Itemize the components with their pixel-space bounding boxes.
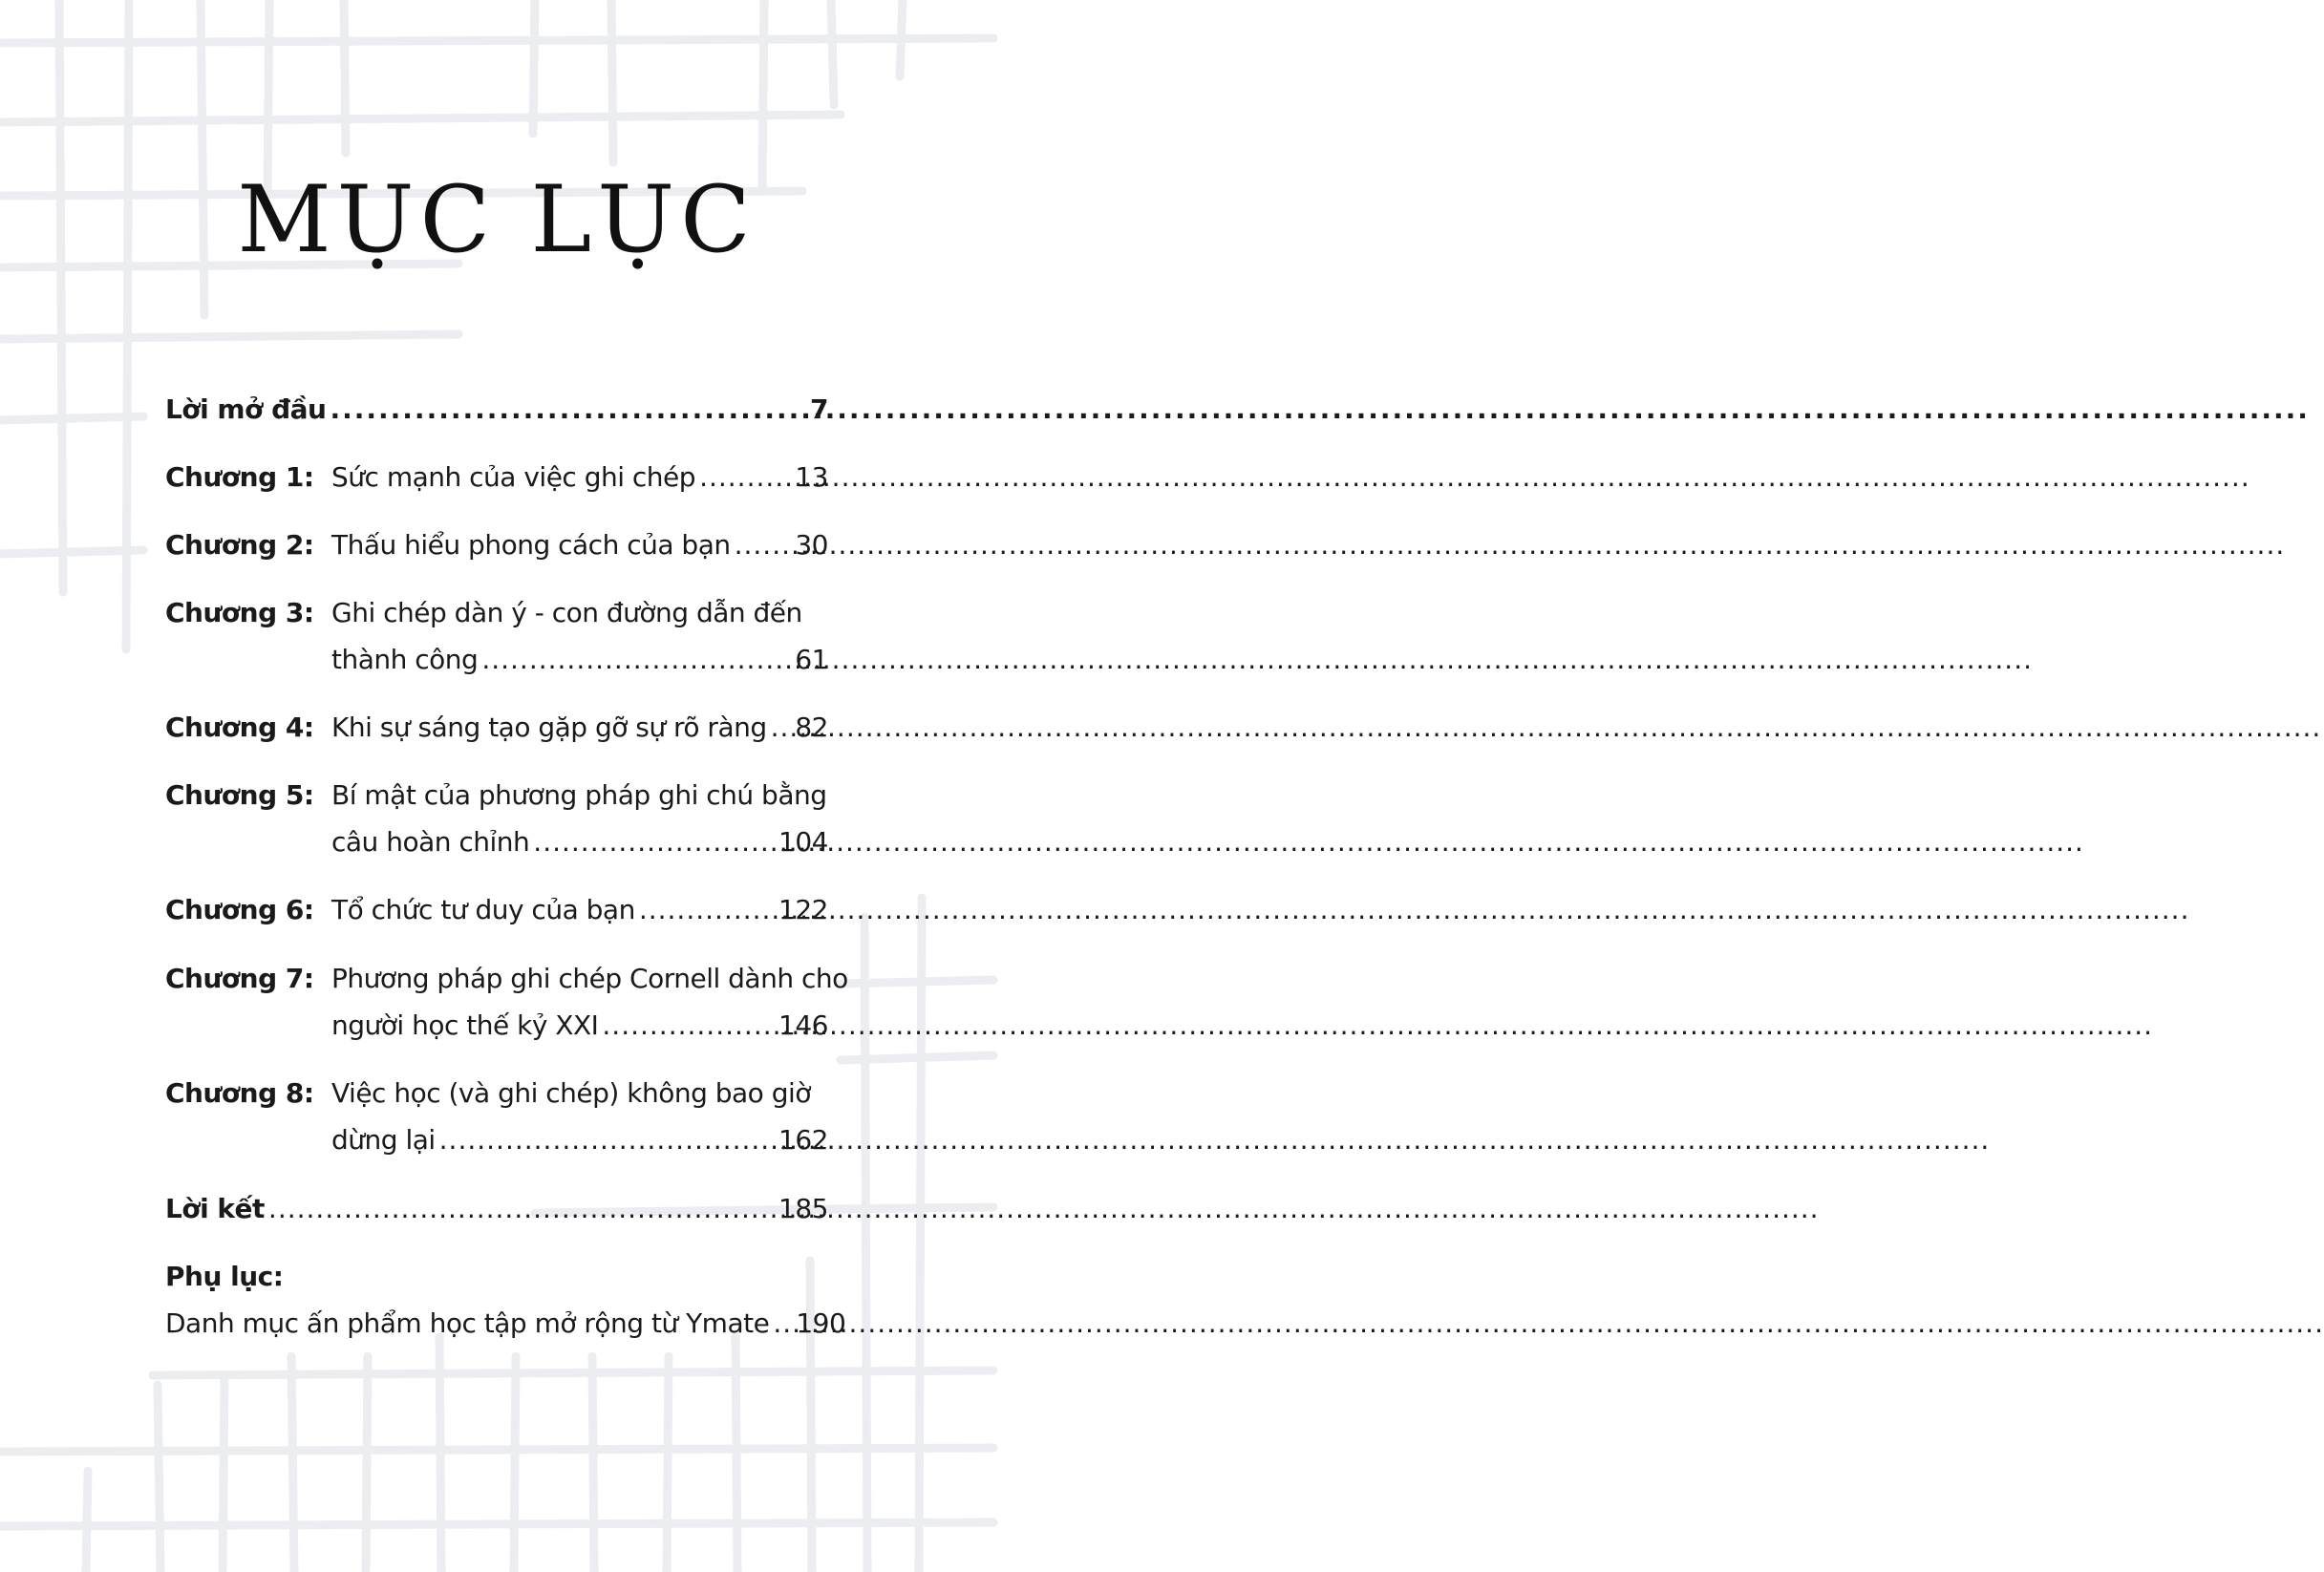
toc-entry-chapter-2[interactable] [165, 521, 828, 569]
toc-entry-conclusion[interactable] [165, 1185, 828, 1233]
chapter-title: Sức mạnh của việc ghi chép [331, 461, 696, 493]
toc-entry-appendix[interactable] [165, 1300, 846, 1348]
toc-entry-chapter-5-line1[interactable] [165, 772, 828, 819]
chapter-page: 61 [795, 644, 828, 675]
dot-leader [699, 454, 791, 501]
chapter-title-line2: người học thế kỷ XXI [331, 1009, 599, 1041]
dot-leader [735, 521, 792, 569]
chapter-label: Chương 7: [165, 963, 314, 994]
toc-entry-chapter-3-line1[interactable] [165, 589, 828, 637]
toc-entry-title: Lời kết [165, 1193, 265, 1224]
chapter-page: 146 [778, 1009, 828, 1041]
chapter-label: Chương 8: [165, 1077, 314, 1109]
chapter-label: Chương 4: [165, 712, 314, 743]
toc-entry-page: 185 [778, 1193, 828, 1224]
chapter-label: Chương 6: [165, 894, 314, 925]
chapter-label: Chương 1: [165, 461, 314, 493]
toc-entry-chapter-8-line1[interactable] [165, 1070, 828, 1117]
chapter-title-line1: Phương pháp ghi chép Cornell dành cho [331, 963, 848, 994]
chapter-title-line1: Ghi chép dàn ý - con đường dẫn đến [331, 597, 802, 628]
toc-entry-chapter-7-line2[interactable] [165, 1002, 828, 1050]
chapter-title-line2: câu hoàn chỉnh [331, 826, 530, 858]
chapter-page: 13 [795, 461, 828, 493]
appendix-title: Danh mục ấn phẩm học tập mở rộng từ Ymate [165, 1307, 770, 1339]
chapter-title: Tổ chức tư duy của bạn [331, 894, 635, 925]
chapter-title-line2: thành công [331, 644, 479, 675]
toc-entry-chapter-3-line2[interactable] [165, 636, 828, 684]
table-of-contents-page [0, 0, 993, 1572]
dot-leader [268, 1185, 775, 1233]
chapter-page: 162 [778, 1124, 828, 1156]
chapter-label: Chương 3: [165, 597, 314, 628]
toc-entry-chapter-4[interactable] [165, 704, 828, 752]
chapter-label: Chương 2: [165, 529, 314, 561]
chapter-label: Chương 5: [165, 779, 314, 811]
appendix-heading: Phụ lục: [165, 1261, 284, 1292]
toc-entry-page: 7 [810, 393, 828, 425]
chapter-title-line1: Bí mật của phương pháp ghi chú bằng [331, 779, 827, 811]
dot-leader [330, 386, 806, 434]
toc-entry-chapter-6[interactable] [165, 886, 828, 934]
toc-entry-title: Lời mở đầu [165, 393, 327, 425]
dot-leader [602, 1002, 775, 1050]
dot-leader [439, 1116, 775, 1164]
chapter-title: Thấu hiểu phong cách của bạn [331, 529, 731, 561]
chapter-title-line1: Việc học (và ghi chép) không bao giờ [331, 1077, 811, 1109]
chapter-title-line2: dừng lại [331, 1124, 436, 1156]
chapter-title: Khi sự sáng tạo gặp gỡ sự rõ ràng [331, 712, 767, 743]
dot-leader [771, 704, 792, 752]
dot-leader [481, 636, 791, 684]
chapter-page: 122 [778, 894, 828, 925]
chapter-page: 104 [778, 826, 828, 858]
dot-leader [533, 818, 775, 866]
appendix-page: 190 [796, 1307, 846, 1339]
dot-leader [639, 886, 775, 934]
chapter-page: 82 [795, 712, 828, 743]
dot-leader [773, 1300, 792, 1348]
page-title: MỤC LỤC [237, 166, 757, 273]
toc-entry-chapter-5-line2[interactable] [165, 818, 828, 866]
toc-entry-chapter-7-line1[interactable] [165, 955, 848, 1003]
toc-entry-intro[interactable] [165, 386, 828, 434]
chapter-page: 30 [795, 529, 828, 561]
toc-entry-chapter-1[interactable] [165, 454, 828, 501]
toc-entry-chapter-8-line2[interactable] [165, 1116, 828, 1164]
